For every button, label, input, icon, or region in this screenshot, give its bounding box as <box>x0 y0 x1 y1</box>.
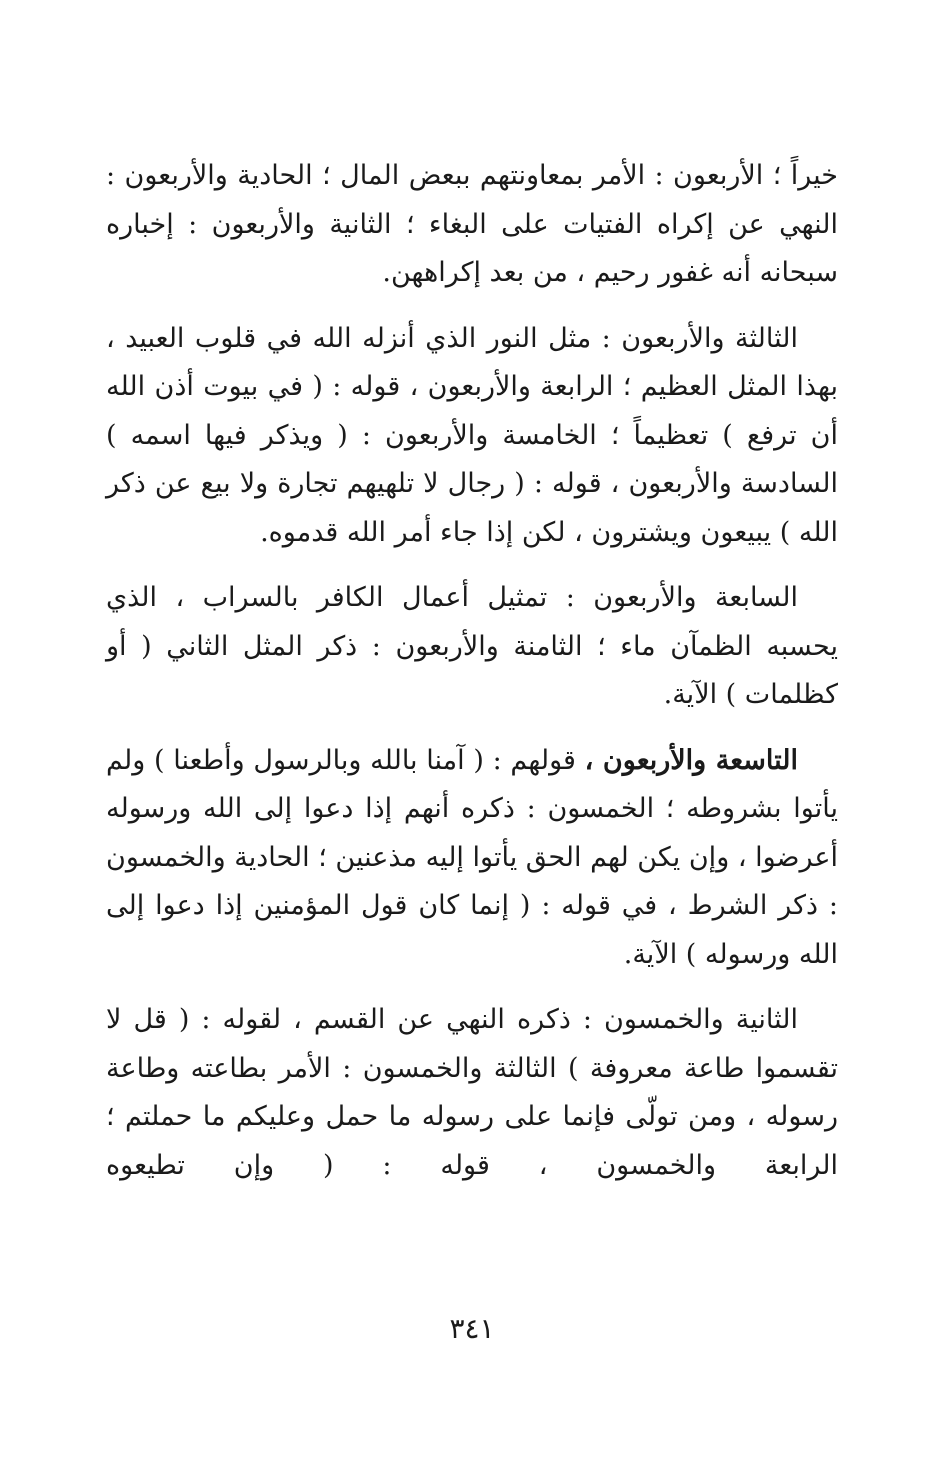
paragraph-3 <box>106 574 838 720</box>
paragraph-2-text: الثالثة والأربعون : مثل النور الذي أنزله الله في قلوب العبيد ، بهذا المثل العظيم ؛ الرابعة والأربعون ، قوله : ( في بيوت أذن الله أن ترفع ) تعظيماً ؛ الخامسة والأربعون : ( ويذكر فيها اسمه ) السادسة والأربعون ، قوله : ( رجال لا تلهيهم تجارة ولا بيع عن ذكر الله ) يبيعون ويشترون ، لكن إذا جاء أمر الله قدموه. <box>106 322 838 548</box>
paragraph-4 <box>106 737 838 980</box>
paragraph-4-text: قولهم : ( آمنا بالله وبالرسول وأطعنا ) ولم يأتوا بشروطه ؛ الخمسون : ذكره أنهم إذا دعوا إلى الله ورسوله أعرضوا ، وإن يكن لهم الحق يأتوا إليه مذعنين ؛ الحادية والخمسون : ذكر الشرط ، في قوله : ( إنما كان قول المؤمنين إذا دعوا إلى الله ورسوله ) الآية. <box>106 744 838 970</box>
paragraph-2 <box>106 315 838 558</box>
page-number: ٣٤١ <box>449 1312 495 1345</box>
page-body <box>106 152 838 1190</box>
paragraph-5-text: الثانية والخمسون : ذكره النهي عن القسم ، لقوله : ( قل لا تقسموا طاعة معروفة ) الثالثة والخمسون : الأمر بطاعته وطاعة رسوله ، ومن تولّى فإنما على رسوله ما حمل وعليكم ما حملتم ؛ الرابعة والخمسون ، قوله : ( وإن تطيعوه <box>106 1004 838 1181</box>
paragraph-1 <box>106 152 838 298</box>
paragraph-1-text: خيراً ؛ الأربعون : الأمر بمعاونتهم ببعض المال ؛ الحادية والأربعون : النهي عن إكراه الفتيات على البغاء ؛ الثانية والأربعون : إخباره سبحانه أنه غفور رحيم ، من بعد إكراههن. <box>106 160 838 288</box>
paragraph-3-text: السابعة والأربعون : تمثيل أعمال الكافر بالسراب ، الذي يحسبه الظمآن ماء ؛ الثامنة والأربعون : ذكر المثل الثاني ( أو كظلمات ) الآية. <box>106 582 838 710</box>
paragraph-4-lead: التاسعة والأربعون ، <box>584 744 798 776</box>
paragraph-5 <box>106 996 838 1190</box>
